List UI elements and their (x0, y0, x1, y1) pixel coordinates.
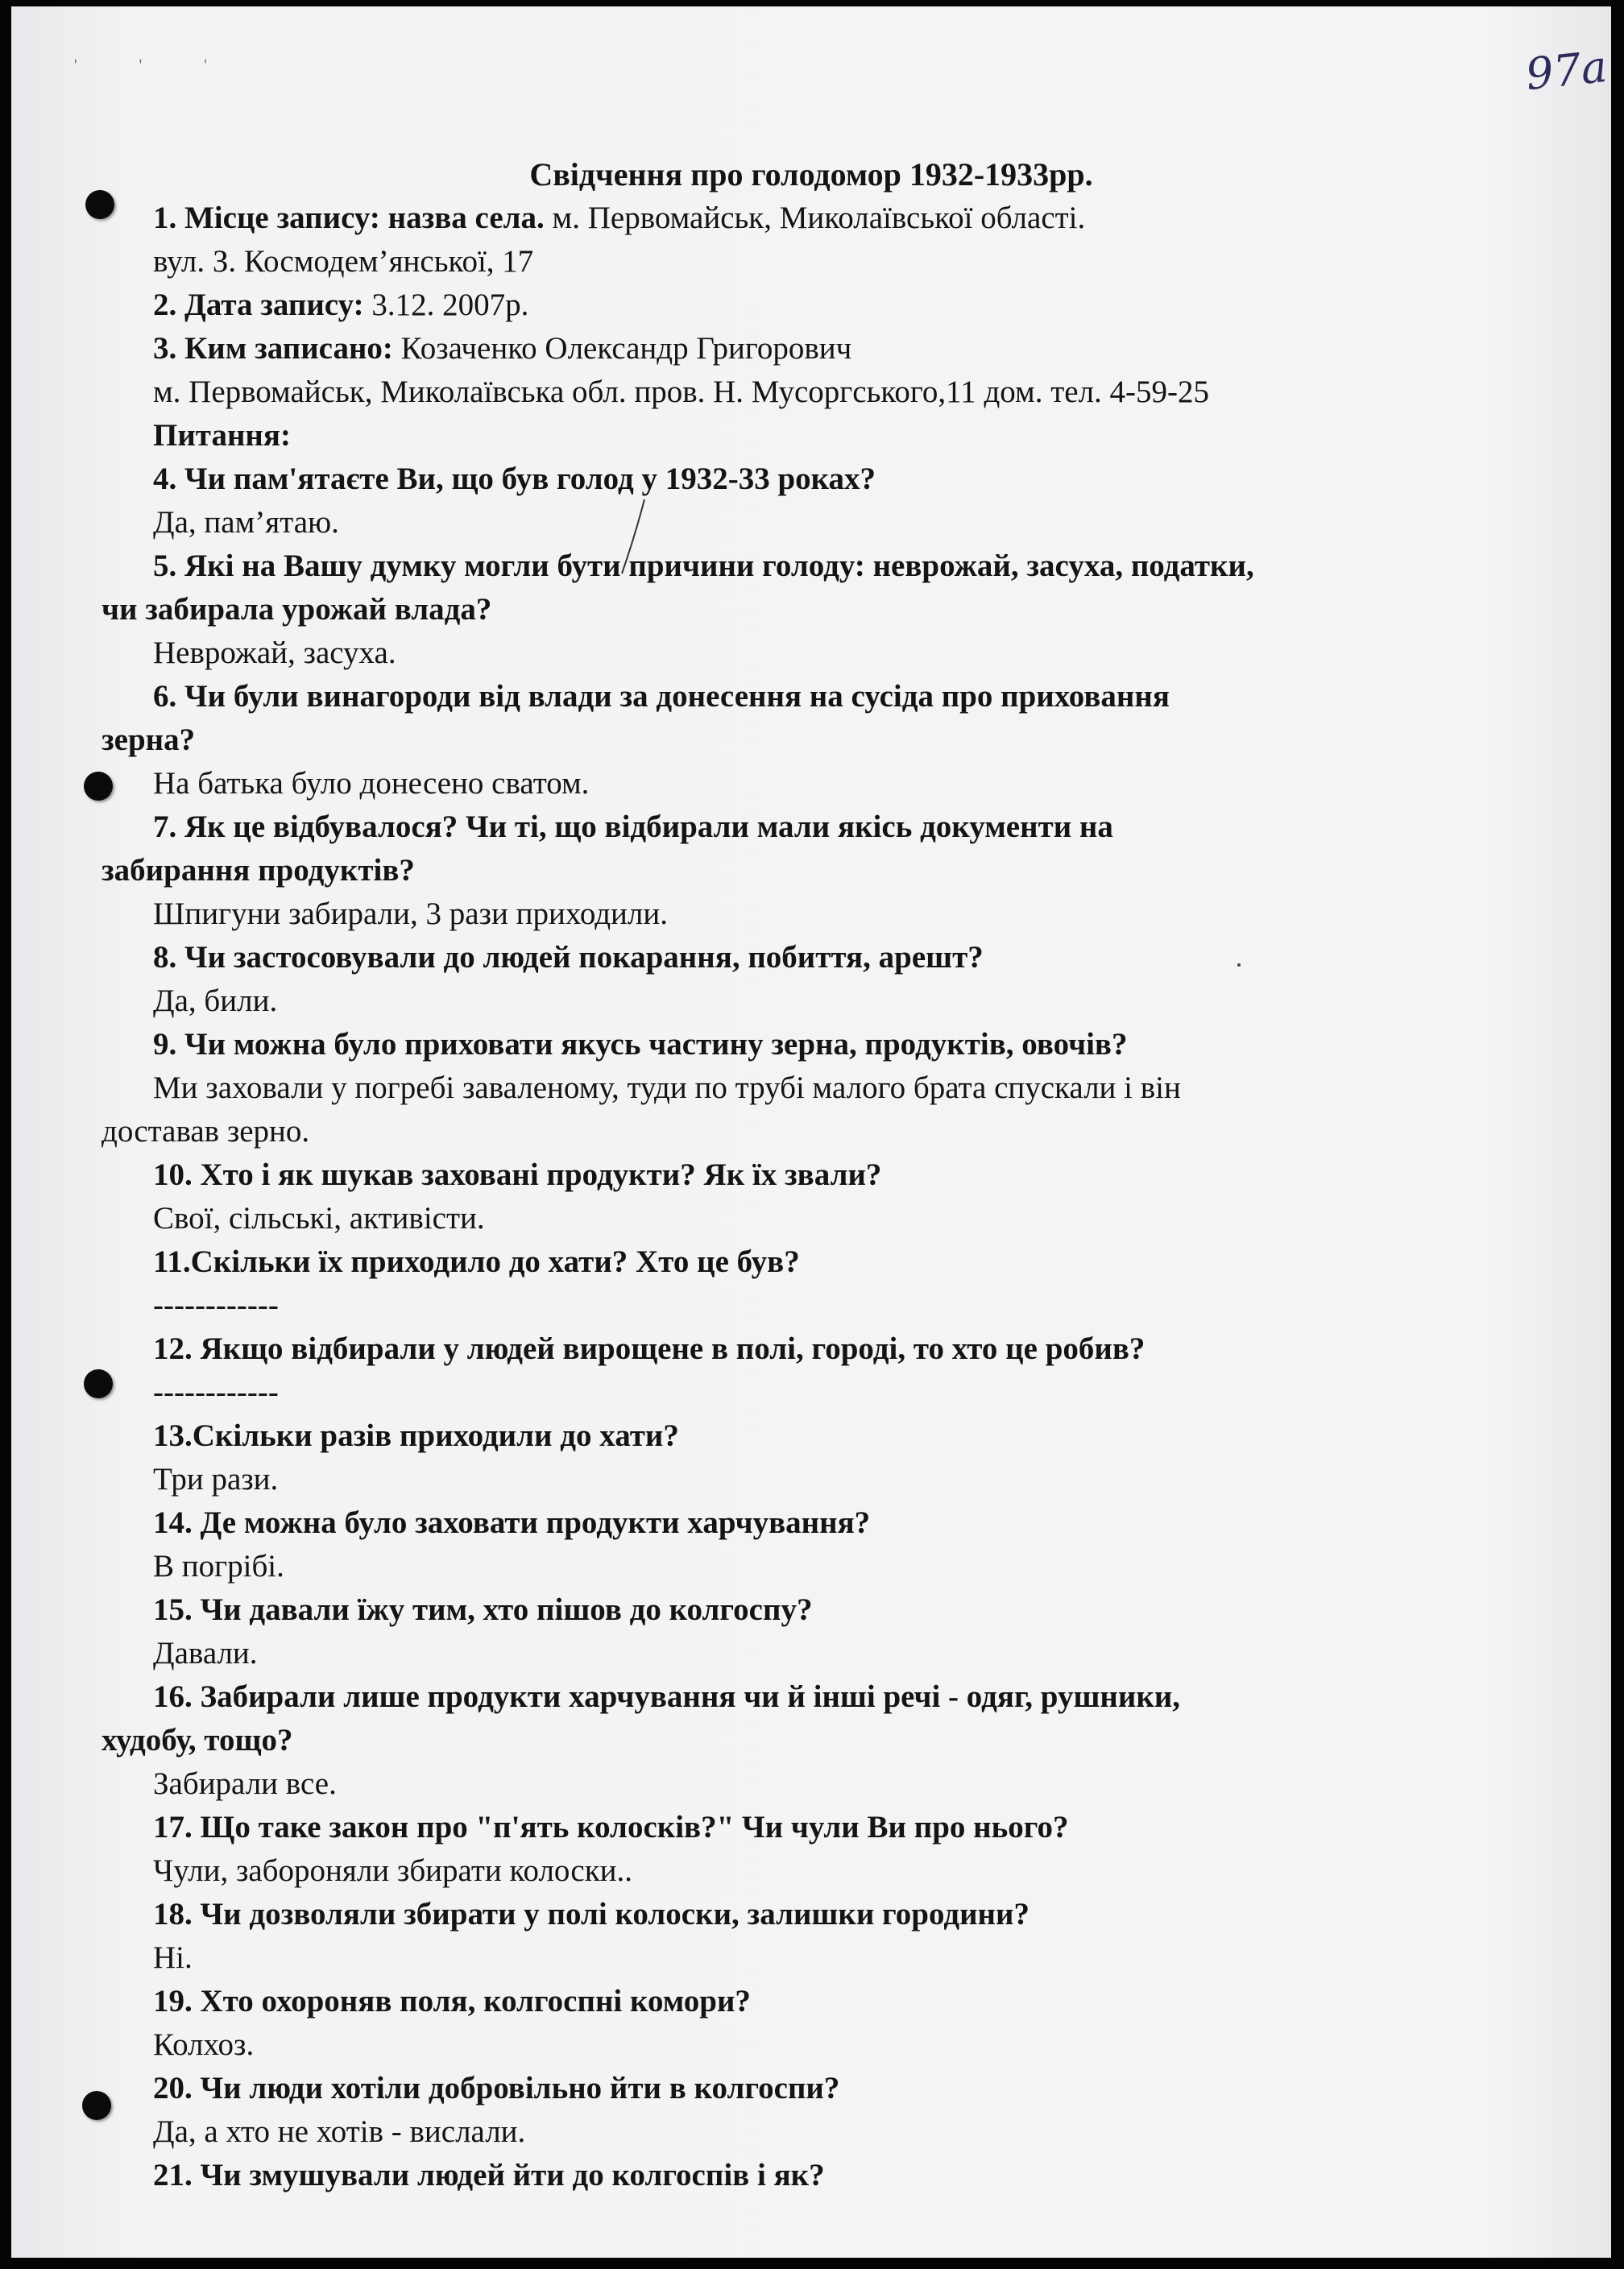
question-line: 19. Хто охороняв поля, колгоспні комори? (153, 1984, 751, 2018)
question-line: 9. Чи можна було приховати якусь частину зерна, продуктів, овочів? (153, 1027, 1128, 1062)
question-line: чи забирала урожай влада? (102, 592, 492, 627)
question-line: 4. Чи пам'ятаєте Ви, що був голод у 1932-33 роках? (153, 462, 876, 496)
answer-line: Давали. (153, 1636, 258, 1671)
question-line: 5. Які на Вашу думку могли бути причини голоду: неврожай, засуха, податки, (153, 549, 1254, 583)
question-line: 17. Що таке закон про "п'ять колосків?" Чи чули Ви про нього? (153, 1810, 1069, 1845)
answer-line: Да, пам’ятаю. (153, 505, 339, 540)
meta-recorder-label: 3. Ким записано: (153, 331, 393, 366)
question-line: худобу, тощо? (102, 1723, 293, 1758)
answer-line: Шпигуни забирали, 3 рази приходили. (153, 896, 669, 931)
question-line: 15. Чи давали їжу тим, хто пішов до колгоспу? (153, 1592, 813, 1627)
questions-heading: Питання: (153, 418, 291, 453)
binder-hole-4 (82, 2091, 111, 2120)
folio-number: 97а (1522, 40, 1610, 101)
question-line: 6. Чи були винагороди від влади за донесення на сусіда про приховання (153, 679, 1170, 714)
answer-line: Забирали все. (153, 1766, 337, 1801)
answer-line: Неврожай, засуха. (153, 636, 396, 670)
question-line: зерна? (102, 723, 196, 757)
question-line: 10. Хто і як шукав заховані продукти? Як їх звали? (153, 1157, 882, 1192)
question-line: 13.Скільки разів приходили до хати? (153, 1418, 679, 1453)
question-line: 21. Чи змушували людей йти до колгоспів і як? (153, 2158, 825, 2192)
question-line: 18. Чи дозволяли збирати у полі колоски, залишки городини? (153, 1897, 1030, 1932)
answer-line: Ми заховали у погребі заваленому, туди по трубі малого брата спускали і він (153, 1070, 1181, 1105)
answer-line: Да, а хто не хотів - вислали. (153, 2114, 526, 2149)
answer-line: Да, били. (153, 983, 278, 1018)
ink-specks: ' ' ' (74, 56, 236, 74)
binder-hole-3 (84, 1369, 113, 1398)
meta-date-label: 2. Дата запису: (153, 288, 364, 322)
document-page (11, 6, 1611, 2258)
question-line: 8. Чи застосовували до людей покарання, побиття, арешт? (153, 940, 984, 975)
answer-line: Свої, сільські, активісти. (153, 1201, 485, 1236)
question-line: 11.Скільки їх приходило до хати? Хто це був? (153, 1244, 800, 1279)
question-line: 20. Чи люди хотіли добровільно йти в колгоспи? (153, 2071, 840, 2105)
binder-hole-2 (84, 772, 113, 801)
meta-recorder-address: м. Первомайськ, Миколаївська обл. пров. Н. Мусоргського,11 дом. тел. 4-59-25 (153, 375, 1210, 409)
answer-line: Ні. (153, 1940, 193, 1975)
answer-line: На батька було донесено сватом. (153, 766, 590, 801)
answer-line: доставав зерно. (102, 1114, 310, 1149)
question-line: 12. Якщо відбирали у людей вирощене в полі, городі, то хто це робив? (153, 1331, 1146, 1366)
meta-place (153, 197, 1624, 240)
answer-line: Три рази. (153, 1462, 279, 1497)
question-line: 14. Де можна було заховати продукти харчування? (153, 1505, 871, 1540)
meta-recorder (153, 327, 1624, 371)
document-title: Свідчення про голодомор 1932-1933рр. (529, 156, 1093, 193)
meta-place-street: вул. З. Космодем’янської, 17 (153, 244, 534, 279)
answer-line: Колхоз. (153, 2027, 255, 2062)
answer-line: В погрібі. (153, 1549, 284, 1584)
meta-date (153, 284, 1624, 327)
meta-recorder-value: Козаченко Олександр Григорович (392, 331, 852, 366)
question-line: 7. Як це відбувалося? Чи ті, що відбирали мали якісь документи на (153, 809, 1113, 844)
meta-place-value: м. Первомайськ, Миколаївської області. (544, 201, 1086, 235)
answer-line: Чули, забороняли збирати колоски.. (153, 1853, 633, 1888)
meta-date-value: 3.12. 2007р. (363, 288, 529, 322)
question-line: забирання продуктів? (102, 853, 415, 888)
question-line: 16. Забирали лише продукти харчування чи й інші речі - одяг, рушники, (153, 1679, 1181, 1714)
answer-line: ------------ (153, 1288, 279, 1323)
meta-place-label: 1. Місце запису: назва села. (153, 201, 545, 235)
answer-line: ------------ (153, 1375, 279, 1410)
